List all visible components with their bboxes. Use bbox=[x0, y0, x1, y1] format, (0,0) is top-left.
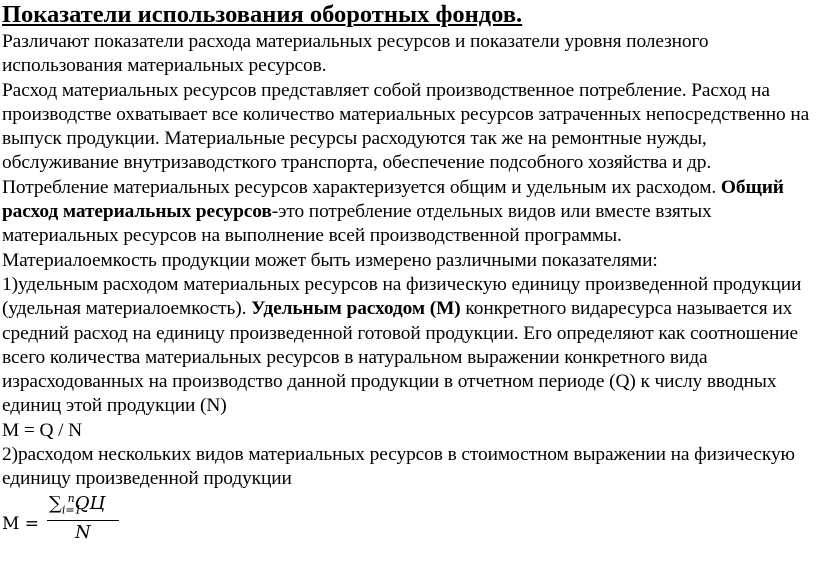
formula-numerator bbox=[49, 492, 105, 517]
term-total-consumption: Общий расход материальных ресурсов bbox=[2, 176, 784, 223]
term-specific-consumption: Удельным расходом (М) bbox=[251, 298, 461, 320]
formula-lhs: М = bbox=[2, 513, 40, 534]
paragraph-indicators-intro: Различают показатели расхода материальных ресурсов и показатели уровня полезного использования материальных ресурсов. bbox=[2, 31, 709, 77]
sum-lower-bound: i=1 bbox=[61, 503, 82, 517]
paragraph-cost-consumption: 2)расходом нескольких видов материальных ресурсов в стоимостном выражении на физическую единицу произведенной продукции bbox=[2, 444, 795, 490]
formula-denominator: N bbox=[75, 521, 91, 543]
formula-specific-consumption: М = Q / N bbox=[2, 419, 83, 441]
paragraph-text: 1)удельным расходом материальных ресурсов на физическую единицу произведенной продукции (удельная материалоемкость). bbox=[2, 273, 802, 320]
page-title: Показатели использования оборотных фондов. bbox=[2, 1, 523, 28]
paragraph-text: Расход материальных ресурсов представляет собой производственное потребление. Расход на производстве охватывает все количество материальных ресурсов затраченных непосредственно на выпуск продукции. Материальные ресурсы расходуются так же на ремонтные нужды, обслуживание внутризаводсткого транспорта, обеспечение подсобного хозяйства и др. Потребление материальных ресурсов характеризуется общим и удельным их расходом. bbox=[2, 79, 810, 198]
paragraph-material-intensity: Материалоемкость продукции может быть измерено различными показателями: bbox=[2, 249, 658, 271]
sum-symbol: ∑ bbox=[49, 492, 62, 514]
paragraph-text: конкретного видаресурса называется их средний расход на единицу произведенной готовой продукции. Его определяют как соотношение всего количества материальных ресурсов в натуральном выражении конкретного вида израсходованных на производство данной продукции в отчетном периоде (Q) к числу вводных единиц этой продукции (N) bbox=[2, 298, 799, 417]
paragraph-material-consumption bbox=[2, 79, 816, 249]
sum-upper-bound: n bbox=[67, 491, 75, 505]
paragraph-specific-consumption bbox=[2, 273, 816, 419]
numerator-terms: QЦ bbox=[74, 492, 106, 514]
formula-cost-consumption bbox=[2, 492, 816, 552]
paragraph-text: -это потребление отдельных видов или вместе взятых материальных ресурсов на выполнение всей производственной программы. bbox=[2, 201, 712, 247]
